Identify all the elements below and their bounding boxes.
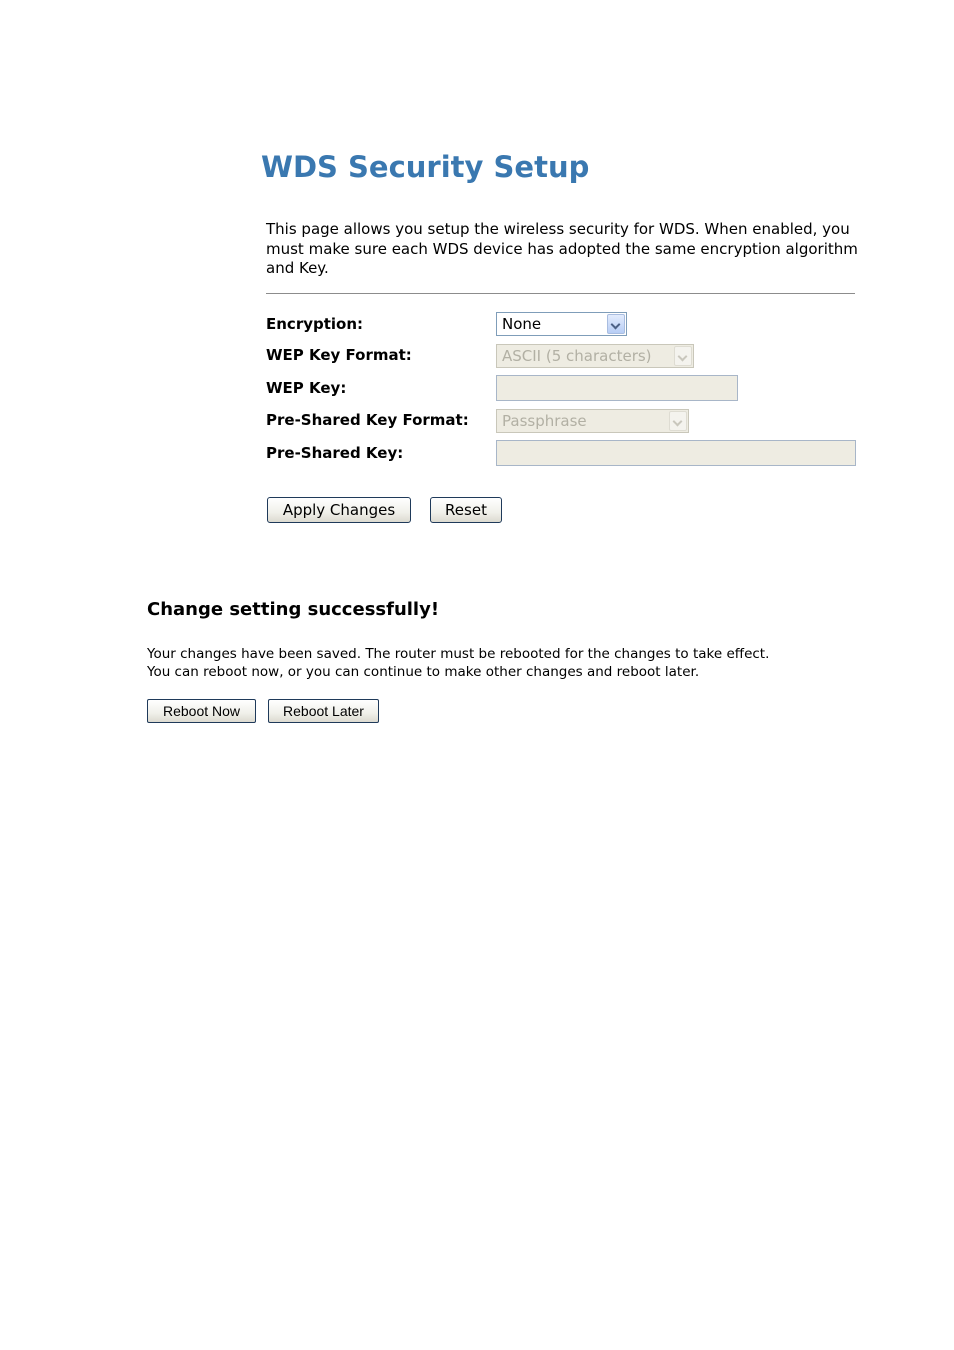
- encryption-label: Encryption:: [266, 315, 364, 333]
- chevron-down-icon[interactable]: [607, 314, 625, 334]
- chevron-down-icon: [669, 411, 687, 431]
- success-message: [147, 646, 847, 681]
- psk-format-select: [496, 409, 689, 433]
- page-title: WDS Security Setup: [261, 150, 590, 184]
- reset-button[interactable]: Reset: [430, 497, 502, 523]
- psk-label: Pre-Shared Key:: [266, 444, 404, 462]
- apply-changes-button[interactable]: Apply Changes: [267, 497, 411, 523]
- success-message-line1: Your changes have been saved. The router must be rebooted for the changes to take effect.: [147, 646, 770, 662]
- divider: [266, 293, 855, 294]
- psk-format-label: Pre-Shared Key Format:: [266, 411, 469, 429]
- wep-key-format-select: [496, 344, 694, 368]
- success-message-line2: You can reboot now, or you can continue to make other changes and reboot later.: [147, 663, 700, 680]
- encryption-value: None: [502, 315, 542, 333]
- page-description: This page allows you setup the wireless security for WDS. When enabled, you must make sure each WDS device has adopted the same encryption algorithm and Key.: [266, 220, 858, 277]
- wep-key-format-label: WEP Key Format:: [266, 346, 412, 364]
- wep-key-label: WEP Key:: [266, 379, 347, 397]
- wep-key-input: [496, 375, 738, 401]
- reboot-now-button[interactable]: Reboot Now: [147, 699, 256, 723]
- success-title: Change setting successfully!: [147, 599, 440, 620]
- encryption-select[interactable]: [496, 312, 627, 336]
- reboot-later-button[interactable]: Reboot Later: [268, 699, 379, 723]
- psk-format-value: Passphrase: [502, 412, 587, 430]
- wep-key-format-value: ASCII (5 characters): [502, 347, 652, 365]
- chevron-down-icon: [674, 346, 692, 366]
- psk-input: [496, 440, 856, 466]
